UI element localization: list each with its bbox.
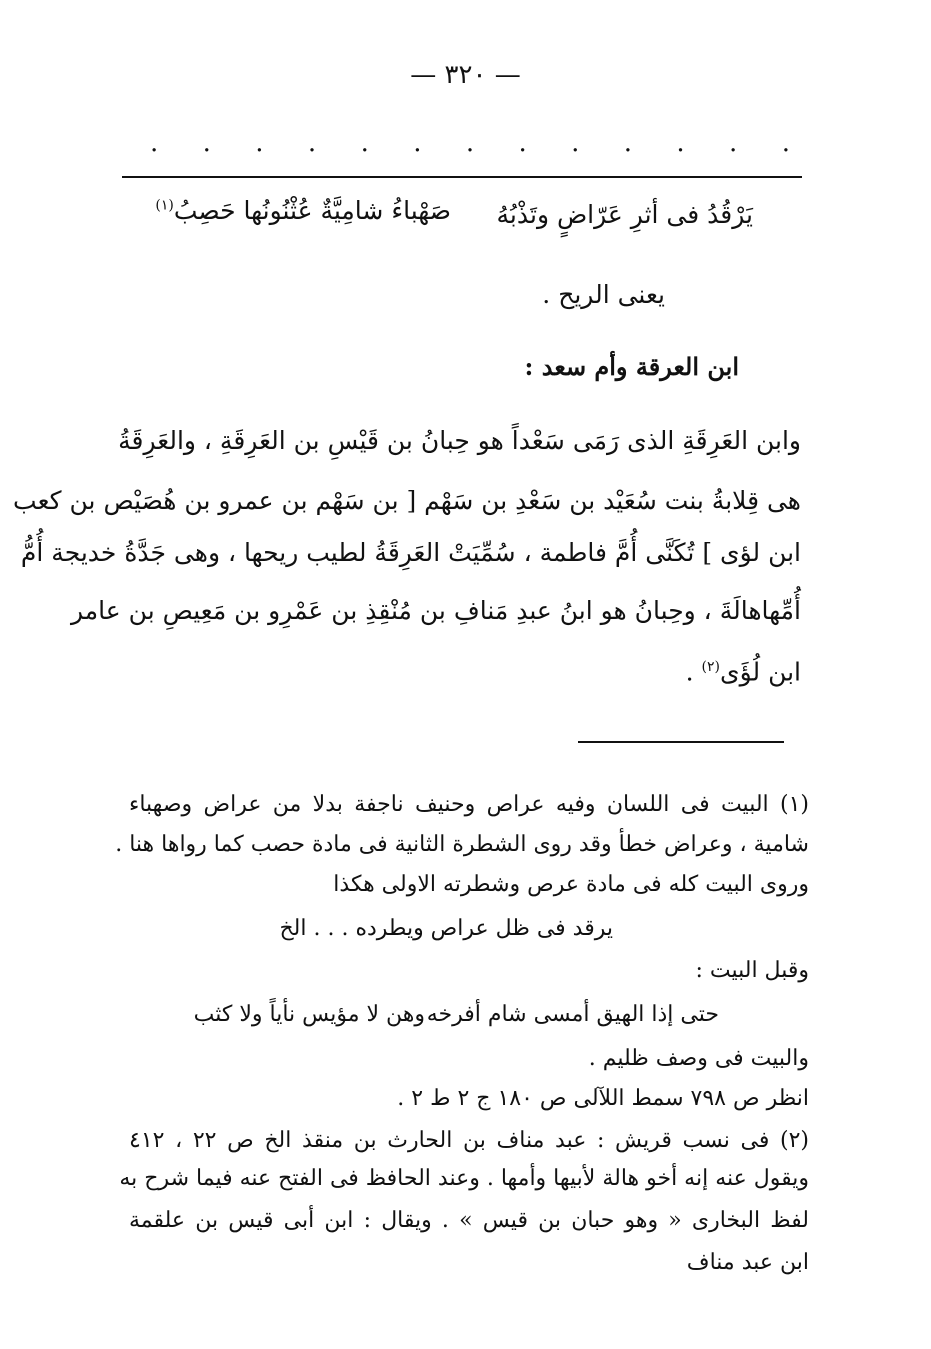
dot: .	[255, 128, 264, 158]
footnote-verse-right: حتى إذا الهيق أمسى شام أفرخه	[426, 1002, 719, 1027]
dot: .	[571, 128, 580, 158]
footnote-line: لفظ البخارى « وهو حبان بن قيس » . ويقال : ابن أبى قيس بن علقمة	[129, 1208, 809, 1233]
section-heading: ابن العرقة وأم سعد :	[524, 352, 739, 381]
verse-left-hemistich	[155, 196, 451, 225]
footnote-marker-1: (١)	[155, 197, 174, 214]
paragraph-line: ابن لُؤَى	[720, 657, 801, 687]
footnote-marker-2: (٢)	[701, 659, 721, 675]
dot: .	[518, 128, 527, 158]
verse-right-text: يَرْقُدُ فى أثرِ عَرّاضٍ وتَذْبُهُ	[496, 200, 753, 229]
footnote-quote: يرقد فى ظل عراص ويطرده . . . الخ	[279, 916, 613, 941]
footnote-separator	[578, 741, 784, 743]
footnote-line: شامية ، وعراض خطأ وقد روى الشطرة الثانية فى مادة حصب كما رواها هنا .	[115, 832, 809, 857]
verse-right-hemistich	[497, 200, 754, 229]
paragraph-line: أُمِّهاهالَةَ ، وحِبانُ هو ابنُ عبدِ مَنافِ بن مُنْقِذِ بن عَمْرِو بن مَعِيصِ بن عامر	[71, 596, 801, 625]
paragraph-end: .	[685, 657, 702, 687]
dot: .	[781, 128, 790, 158]
paragraph-line: هى قِلابةُ بنت سُعَيْد بن سَعْدِ بن سَهْم [ بن سَهْم بن عمرو بن هُصَيْص بن كعب	[13, 486, 801, 515]
footnote-line: (١) البيت فى اللسان وفيه عراص وحنيف ناجفة بدلا من عراض وصهباء	[129, 792, 809, 817]
dot: .	[202, 128, 211, 158]
footnote-line: والبيت فى وصف ظليم .	[588, 1046, 809, 1071]
footnote-line: وقبل البيت :	[695, 958, 809, 983]
footnote-line: ابن عبد مناف	[686, 1250, 809, 1275]
dot: .	[150, 128, 159, 158]
footnote-line: ويقول عنه إنه أخو هالة لأبيها وأمها . وعند الحافظ فى الفتح عنه فيما شرح به	[119, 1166, 809, 1191]
footnote-line: انظر ص ٧٩٨ سمط اللآلى ص ١٨٠ ج ٢ ط ٢ .	[397, 1086, 809, 1111]
paragraph-line: وابن العَرِقَةِ الذى رَمَى سَعْداً هو حِبانُ بن قَيْسِ بن العَرِقَةِ ، والعَرِقَةُ	[118, 426, 801, 455]
paragraph-last-line	[686, 650, 801, 689]
dot: .	[676, 128, 685, 158]
footnote-line: (٢) فى نسب قريش : عبد مناف بن الحارث بن منقذ الخ ص ٢٢ ، ٤١٢	[129, 1128, 809, 1153]
footnote-verse-left: وهن لا مؤيس نأياً ولا كثب	[193, 1002, 425, 1027]
dot: .	[729, 128, 738, 158]
verse-left-text: صَهْباءُ شامِيَّةٌ عُثْنُونُها حَصِبُ	[173, 196, 451, 225]
page-number: — ٣٢٠ —	[410, 60, 521, 90]
dot: .	[623, 128, 633, 158]
dot: .	[307, 128, 317, 158]
dot: .	[413, 128, 422, 158]
dot: .	[360, 128, 369, 158]
ellipsis-dots-row	[150, 130, 790, 160]
dot: .	[465, 128, 475, 158]
header-rule	[122, 176, 802, 178]
paragraph-line: ابن لؤى ] تُكَنَّى أُمَّ فاطمة ، سُمِّيَتْ العَرِقَةُ لطيب ريحها ، وهى جَدَّةُ خديجة أُمُّ	[20, 538, 801, 567]
gloss-text: يعنى الريح .	[542, 280, 665, 309]
footnote-line: وروى البيت كله فى مادة عرص وشطرته الاولى هكذا	[333, 872, 809, 897]
